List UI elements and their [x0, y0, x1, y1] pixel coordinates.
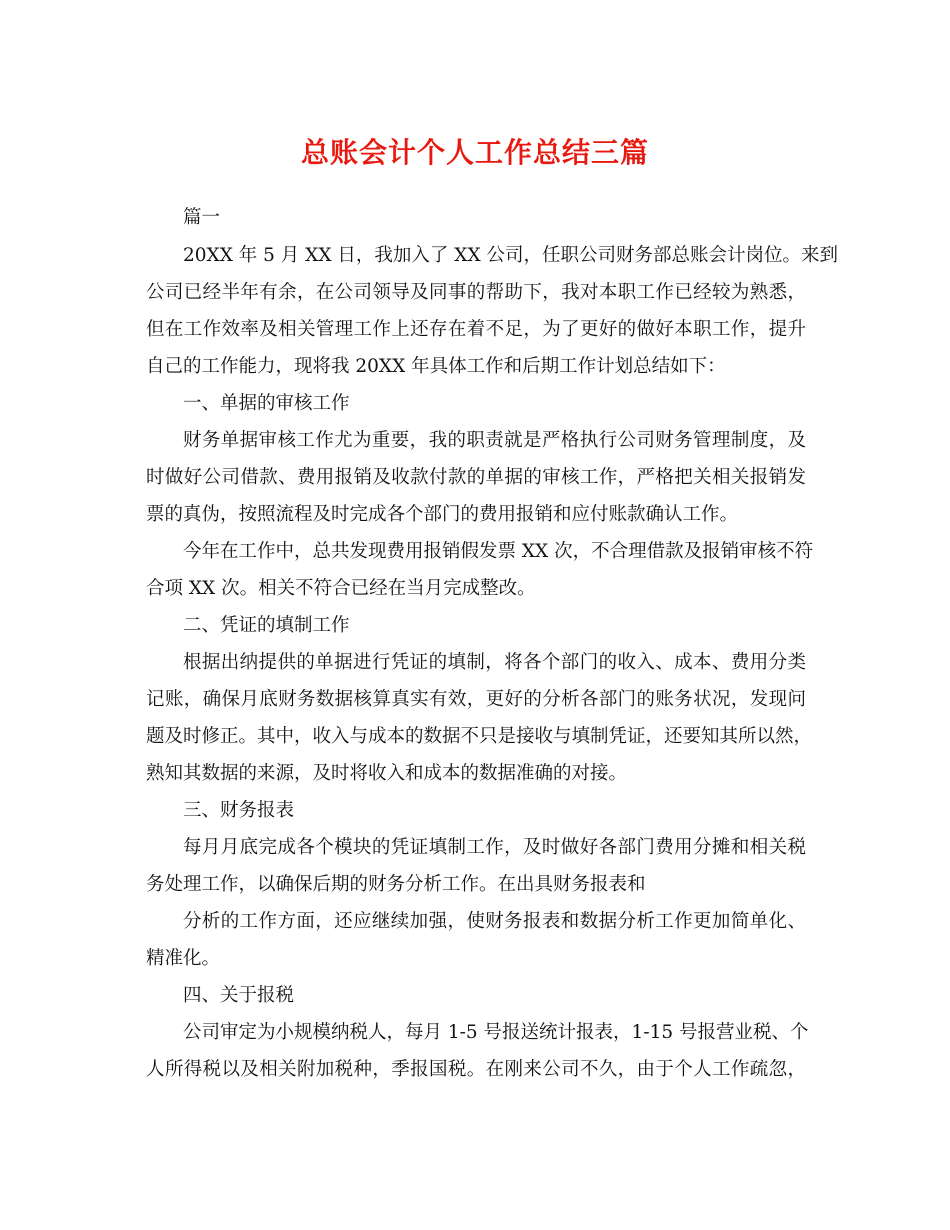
- paragraph-line: 每月月底完成各个模块的凭证填制工作，及时做好各部门费用分摊和相关税: [183, 837, 806, 858]
- paragraph-line: 公司审定为小规模纳税人，每月 1-5 号报送统计报表，1-15 号报营业税、个: [183, 1022, 809, 1043]
- section-heading: 二、凭证的填制工作: [183, 615, 350, 636]
- paragraph-line: 分析的工作方面，还应继续加强，使财务报表和数据分析工作更加简单化、: [183, 911, 806, 932]
- section-heading: 四、关于报税: [183, 985, 295, 1006]
- section-heading: 三、财务报表: [183, 800, 295, 821]
- paragraph-line: 财务单据审核工作尤为重要，我的职责就是严格执行公司财务管理制度，及: [183, 430, 806, 451]
- document-title: 总账会计个人工作总结三篇: [300, 136, 649, 169]
- paragraph-line: 合项 XX 次。相关不符合已经在当月完成整改。: [146, 578, 536, 599]
- paragraph-line: 20XX 年 5 月 XX 日，我加入了 XX 公司，任职公司财务部总账会计岗位。来到: [183, 245, 838, 266]
- paragraph-line: 人所得税以及相关附加税种，季报国税。在刚来公司不久，由于个人工作疏忽，: [146, 1059, 806, 1080]
- section-heading: 一、单据的审核工作: [183, 393, 350, 414]
- paragraph-line: 熟知其数据的来源，及时将收入和成本的数据准确的对接。: [146, 763, 628, 784]
- paragraph-line: 公司已经半年有余，在公司领导及同事的帮助下，我对本职工作已经较为熟悉，: [146, 282, 806, 303]
- paragraph-line: 今年在工作中，总共发现费用报销假发票 XX 次，不合理借款及报销审核不符: [183, 541, 814, 562]
- paragraph-line: 记账，确保月底财务数据核算真实有效，更好的分析各部门的账务状况，发现问: [146, 689, 806, 710]
- section-heading-part-one: 篇一: [183, 207, 221, 228]
- paragraph-line: 自己的工作能力，现将我 20XX 年具体工作和后期工作计划总结如下：: [146, 356, 726, 377]
- paragraph-line: 题及时修正。其中，收入与成本的数据不只是接收与填制凭证，还要知其所以然，: [146, 726, 813, 747]
- paragraph-line: 务处理工作，以确保后期的财务分析工作。在出具财务报表和: [146, 874, 646, 895]
- paragraph-line: 时做好公司借款、费用报销及收款付款的单据的审核工作，严格把关相关报销发: [146, 467, 806, 488]
- paragraph-line: 精准化。: [146, 948, 221, 969]
- paragraph-line: 但在工作效率及相关管理工作上还存在着不足，为了更好的做好本职工作，提升: [146, 319, 806, 340]
- paragraph-line: 票的真伪，按照流程及时完成各个部门的费用报销和应付账款确认工作。: [146, 504, 739, 525]
- paragraph-line: 根据出纳提供的单据进行凭证的填制，将各个部门的收入、成本、费用分类: [183, 652, 806, 673]
